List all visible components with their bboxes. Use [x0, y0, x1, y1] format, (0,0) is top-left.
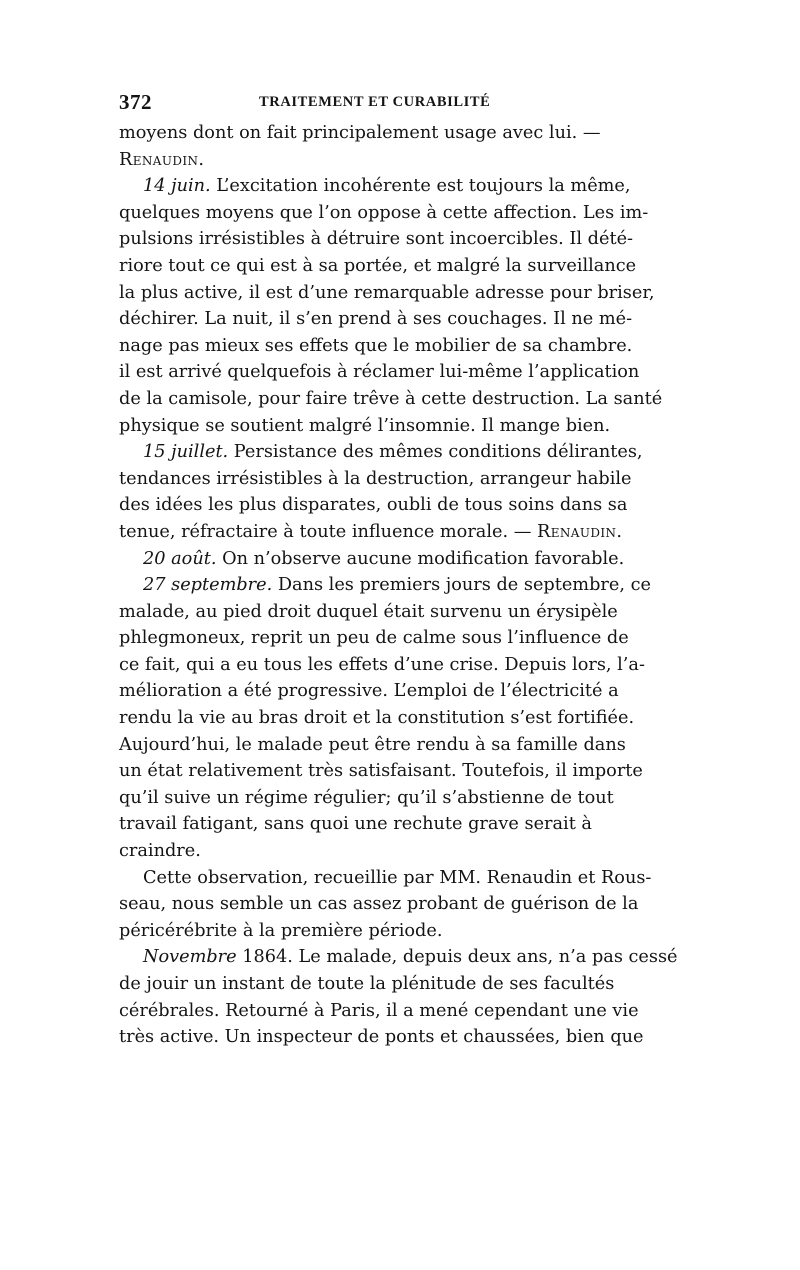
entry-text: On n’observe aucune modification favorable. — [216, 548, 625, 569]
signature-renaudin: Renaudin. — [119, 149, 205, 170]
entry-novembre-1864 — [119, 944, 681, 971]
text-line: tendances irrésistibles à la destruction, arrangeur habile — [119, 468, 632, 489]
entry-date: Novembre — [143, 947, 237, 968]
entry-date: 14 juin. — [143, 176, 211, 197]
text-line: phlegmoneux, reprit un peu de calme sous l’influence de — [119, 628, 629, 649]
text-line: quelques moyens que l’on oppose à cette affection. Les im- — [119, 202, 649, 223]
entry-text: Persistance des mêmes conditions délirantes, — [228, 442, 643, 463]
entry-14-juin — [119, 173, 681, 200]
text-line: mélioration a été progressive. L’emploi de l’électricité a — [119, 681, 619, 702]
text-line: rendu la vie au bras droit et la constitution s’est fortifiée. — [119, 708, 635, 729]
text-line: moyens dont on fait principalement usage avec lui. — — [119, 123, 601, 143]
text-line: déchirer. La nuit, il s’en prend à ses couchages. Il ne mé- — [119, 309, 633, 330]
running-head — [119, 86, 681, 120]
text-line: de jouir un instant de toute la plénitude de ses facultés — [119, 974, 615, 994]
text-line: pulsions irrésistibles à détruire sont incoercibles. Il dété- — [119, 229, 634, 250]
text-line: cérébrales. Retourné à Paris, il a mené cependant une vie — [119, 1000, 639, 1021]
text-line: un état relativement très satisfaisant. Toutefois, il importe — [119, 761, 643, 782]
entry-text: Dans les premiers jours de septembre, ce — [272, 575, 651, 596]
text-line: riore tout ce qui est à sa portée, et malgré la surveillance — [119, 255, 637, 276]
text-line: la plus active, il est d’une remarquable adresse pour briser, — [119, 282, 655, 303]
entry-text: L’excitation incohérente est toujours la même, — [210, 176, 631, 197]
text-line: craindre. — [119, 841, 201, 862]
text-line: physique se soutient malgré l’insomnie. Il mange bien. — [119, 415, 611, 436]
text-line: des idées les plus disparates, oubli de tous soins dans sa — [119, 495, 628, 516]
body-text — [119, 120, 681, 1051]
text-line — [119, 519, 681, 546]
entry-date: 15 juillet. — [143, 442, 229, 463]
text-line: qu’il suive un régime régulier; qu’il s’abstienne de tout — [119, 787, 614, 808]
signature-renaudin: Renaudin. — [537, 521, 623, 542]
entry-date: 20 août. — [143, 548, 217, 569]
text-line: ce fait, qui a eu tous les effets d’une crise. Depuis lors, l’a- — [119, 654, 645, 675]
text-line: seau, nous semble un cas assez probant de guérison de la — [119, 894, 639, 915]
text-line: péricérébrite à la première période. — [119, 920, 443, 941]
page-number: 372 — [119, 90, 152, 114]
line-text: tenue, réfractaire à toute influence morale. — — [119, 521, 532, 542]
text-line: de la camisole, pour faire trêve à cette destruction. La santé — [119, 388, 663, 409]
paragraph-observation: Cette observation, recueillie par MM. Renaudin et Rous- — [143, 867, 652, 888]
entry-15-juillet — [119, 439, 681, 466]
entry-27-septembre — [119, 572, 681, 599]
running-title: TRAITEMENT ET CURABILITÉ — [259, 94, 491, 110]
text-line: travail fatigant, sans quoi une rechute grave serait à — [119, 814, 592, 835]
text-line: Aujourd’hui, le malade peut être rendu à sa famille dans — [119, 734, 626, 755]
text-line: malade, au pied droit duquel était survenu un érysipèle — [119, 601, 618, 622]
text-line: très active. Un inspecteur de ponts et chaussées, bien que — [119, 1027, 644, 1048]
text-line: nage pas mieux ses effets que le mobilier de sa chambre. — [119, 335, 633, 356]
entry-text: 1864. Le malade, depuis deux ans, n’a pas cessé — [236, 947, 678, 968]
book-page — [119, 86, 681, 1051]
entry-date: 27 septembre. — [143, 575, 273, 596]
entry-20-aout — [119, 546, 681, 573]
text-line: il est arrivé quelquefois à réclamer lui-même l’application — [119, 362, 640, 383]
